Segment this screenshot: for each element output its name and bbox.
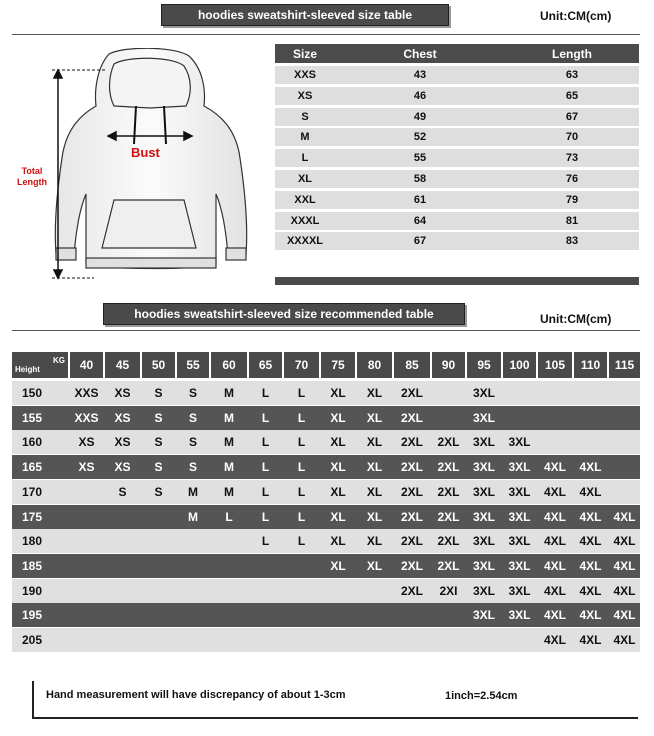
size-recommendation-cell: 4XL	[613, 583, 636, 598]
size-cell: M	[300, 131, 310, 144]
size-row	[275, 170, 639, 190]
size-recommendation-cell: L	[297, 435, 306, 450]
size-recommendation-cell: 3XL	[508, 534, 531, 549]
height-cell: 195	[21, 608, 43, 623]
size-recommendation-cell: XS	[114, 410, 131, 425]
size-recommendation-cell: 3XL	[472, 608, 495, 623]
size-recommendation-cell: 4XL	[543, 583, 566, 598]
weight-header: 60	[211, 352, 247, 378]
size-table-unit: Unit:CM(cm)	[540, 9, 612, 23]
size-recommendation-cell: 4XL	[543, 484, 566, 499]
size-row	[275, 87, 639, 107]
size-recommendation-cell: 3XL	[472, 509, 495, 524]
size-recommendation-cell: 4XL	[579, 608, 602, 623]
size-recommendation-cell: XL	[330, 509, 346, 524]
length-cell: 65	[565, 89, 579, 102]
height-cell: 180	[21, 534, 43, 549]
chest-cell: 46	[413, 89, 427, 102]
weight-header: 115	[609, 352, 640, 378]
size-recommendation-cell: M	[188, 484, 198, 499]
size-recommendation-cell: 3XL	[472, 410, 495, 425]
chest-cell: 67	[413, 235, 427, 248]
weight-header: 75	[321, 352, 355, 378]
size-recommendation-cell: 3XL	[472, 534, 495, 549]
size-recommendation-cell: 2XL	[400, 583, 423, 598]
size-recommendation-cell: L	[297, 460, 306, 475]
recommended-row	[12, 603, 640, 627]
inch-conversion: 1inch=2.54cm	[445, 690, 518, 702]
size-recommendation-cell: S	[188, 410, 197, 425]
total-length-label-line2: Length	[17, 177, 47, 187]
size-recommendation-cell: L	[261, 386, 270, 400]
chest-cell: 52	[413, 131, 427, 144]
size-recommendation-cell: 2XL	[437, 484, 460, 499]
size-recommendation-cell: M	[224, 460, 234, 475]
size-recommendation-cell: 2XL	[400, 509, 423, 524]
size-recommendation-cell: L	[297, 509, 306, 524]
size-recommendation-cell: XL	[366, 509, 383, 524]
total-length-label-line1: Total	[21, 166, 43, 176]
size-recommendation-cell: 2XL	[400, 435, 423, 450]
weight-header: 100	[503, 352, 536, 378]
size-cell: XL	[297, 173, 313, 185]
size-recommendation-cell: 4XL	[579, 633, 602, 647]
recommended-row	[12, 554, 640, 578]
size-recommendation-cell: 4XL	[543, 608, 566, 623]
size-recommendation-cell: S	[154, 410, 163, 425]
weight-header: 80	[357, 352, 392, 378]
size-recommendation-cell: 2XL	[437, 460, 460, 475]
size-recommendation-cell: 3XL	[472, 583, 495, 598]
size-recommendation-cell: XL	[366, 460, 383, 475]
size-row	[275, 232, 639, 250]
size-recommendation-cell: XXS	[74, 386, 99, 400]
recommended-row	[12, 529, 640, 553]
size-recommendation-cell: 4XL	[613, 558, 636, 573]
size-recommendation-cell: 3XL	[472, 460, 495, 475]
recommended-row	[12, 480, 640, 504]
size-recommendation-cell: S	[188, 386, 197, 400]
size-recommendation-cell: 3XL	[472, 386, 495, 400]
length-cell: 63	[565, 69, 579, 81]
size-recommendation-cell: 2XL	[400, 410, 423, 425]
weight-header: 90	[432, 352, 465, 378]
recommended-row	[12, 381, 640, 405]
weight-header: 70	[284, 352, 319, 378]
size-recommendation-cell: L	[261, 460, 270, 475]
height-cell: 155	[21, 410, 43, 425]
size-recommendation-cell: M	[224, 484, 234, 499]
size-recommendation-cell: 2XL	[400, 484, 423, 499]
top-divider	[12, 34, 640, 35]
size-recommendation-cell: XL	[330, 534, 346, 549]
weight-header: 85	[394, 352, 430, 378]
size-header: Size	[292, 46, 317, 61]
size-recommendation-cell: XL	[330, 460, 346, 475]
size-recommendation-cell: XS	[114, 386, 131, 400]
length-cell: 81	[565, 214, 579, 227]
size-recommendation-cell: 4XL	[543, 633, 566, 647]
size-recommendation-cell: L	[297, 534, 306, 549]
size-cell: XXXL	[290, 214, 320, 227]
size-recommendation-cell: XL	[330, 410, 346, 425]
size-recommendation-cell: 4XL	[579, 583, 602, 598]
height-cell: 205	[21, 633, 43, 647]
size-recommendation-cell: 4XL	[579, 460, 602, 475]
size-cell: XXL	[294, 193, 316, 206]
size-recommendation-cell: 3XL	[472, 558, 495, 573]
size-recommendation-cell: 4XL	[579, 484, 602, 499]
size-recommendation-cell: XL	[366, 534, 383, 549]
recommended-row	[12, 505, 640, 529]
size-recommendation-cell: XL	[330, 558, 346, 573]
size-cell: S	[301, 110, 309, 123]
size-recommendation-cell: 4XL	[613, 509, 636, 524]
size-recommendation-cell: XS	[114, 460, 131, 475]
size-row	[275, 212, 639, 232]
size-recommendation-cell: 2XL	[437, 435, 460, 450]
weight-header: 65	[249, 352, 282, 378]
corner-height: Height	[15, 365, 40, 374]
size-recommendation-cell: XL	[366, 435, 383, 450]
size-recommendation-cell: 4XL	[613, 608, 636, 623]
size-recommendation-cell: 4XL	[543, 509, 566, 524]
size-recommendation-cell: 2XL	[400, 534, 423, 549]
weight-header: 40	[70, 352, 103, 378]
length-cell: 79	[565, 193, 579, 206]
weight-header: 95	[467, 352, 501, 378]
size-recommendation-cell: S	[188, 435, 197, 450]
chest-cell: 49	[413, 110, 427, 123]
size-cell: XXXXL	[286, 235, 324, 248]
total-length-label	[12, 166, 52, 188]
size-recommendation-cell: 2XL	[437, 534, 460, 549]
length-header: Length	[552, 46, 592, 61]
weight-header: 45	[105, 352, 140, 378]
length-cell: 73	[565, 152, 579, 165]
size-recommendation-cell: 3XL	[508, 460, 531, 475]
length-cell: 67	[565, 110, 579, 123]
size-recommendation-cell: L	[297, 386, 306, 400]
chest-cell: 43	[413, 69, 427, 81]
height-cell: 170	[21, 484, 43, 499]
height-cell: 150	[21, 386, 43, 400]
weight-header: 110	[574, 352, 607, 378]
size-table-footer-bar	[275, 277, 639, 285]
chest-cell: 64	[413, 214, 427, 227]
weight-header: 105	[538, 352, 572, 378]
size-recommendation-cell: 4XL	[579, 558, 602, 573]
bust-label: Bust	[131, 145, 160, 160]
size-recommendation-cell: XS	[78, 435, 95, 450]
height-cell: 190	[21, 583, 43, 598]
size-cell: XXS	[293, 69, 316, 81]
middle-divider	[12, 330, 640, 331]
length-cell: 83	[565, 235, 579, 248]
size-recommendation-cell: M	[224, 386, 234, 400]
size-recommendation-cell: L	[261, 410, 270, 425]
size-recommendation-cell: 3XL	[508, 435, 531, 450]
size-cell: L	[301, 152, 309, 165]
size-row	[275, 66, 639, 86]
footer-note	[32, 681, 638, 719]
size-recommendation-cell: L	[261, 509, 270, 524]
size-recommendation-cell: 3XL	[508, 484, 531, 499]
size-recommendation-cell: XL	[366, 484, 383, 499]
size-recommendation-cell: XL	[330, 484, 346, 499]
size-cell: XS	[297, 89, 313, 102]
size-recommendation-cell: XL	[366, 410, 383, 425]
recommended-table-banner: hoodies sweatshirt-sleeved size recommended table	[103, 303, 465, 325]
size-recommendation-cell: S	[154, 460, 163, 475]
measurement-note: Hand measurement will have discrepancy of about 1-3cm	[46, 689, 346, 701]
size-row	[275, 108, 639, 128]
size-recommendation-cell: 4XL	[579, 509, 602, 524]
size-recommendation-cell: L	[261, 435, 270, 450]
recommended-row	[12, 430, 640, 454]
size-recommendation-cell: 3XL	[508, 583, 531, 598]
size-recommendation-cell: S	[154, 484, 163, 499]
size-recommendation-cell: S	[154, 386, 163, 400]
chest-header: Chest	[403, 46, 437, 61]
size-recommendation-cell: XL	[330, 386, 346, 400]
size-row	[275, 128, 639, 148]
size-recommendation-cell: XL	[330, 435, 346, 450]
height-cell: 160	[21, 435, 43, 450]
height-cell: 185	[21, 558, 43, 573]
size-recommendation-cell: 3XL	[508, 608, 531, 623]
size-row	[275, 149, 639, 169]
size-recommendation-cell: L	[261, 484, 270, 499]
length-cell: 76	[565, 173, 579, 185]
size-recommendation-cell: 4XL	[543, 460, 566, 475]
size-recommendation-cell: M	[224, 435, 234, 450]
size-row	[275, 191, 639, 211]
size-recommendation-cell: S	[154, 435, 163, 450]
table-corner	[12, 352, 68, 378]
recommended-row	[12, 455, 640, 479]
chest-cell: 58	[413, 173, 427, 185]
size-table-header	[275, 44, 639, 63]
recommended-row	[12, 406, 640, 430]
recommended-row	[12, 579, 640, 603]
recommended-table-unit: Unit:CM(cm)	[540, 312, 612, 326]
size-recommendation-cell: L	[261, 534, 270, 549]
size-recommendation-cell: XXS	[74, 410, 99, 425]
size-recommendation-cell: 3XL	[508, 509, 531, 524]
size-recommendation-cell: L	[297, 484, 306, 499]
size-recommendation-cell: 2XL	[400, 460, 423, 475]
length-cell: 70	[565, 131, 579, 144]
size-recommendation-cell: XS	[78, 460, 95, 475]
size-recommendation-cell: 3XL	[472, 435, 495, 450]
size-recommendation-cell: S	[188, 460, 197, 475]
size-recommendation-cell: 2XL	[400, 558, 423, 573]
size-recommendation-cell: XL	[366, 386, 383, 400]
height-cell: 175	[21, 509, 43, 524]
height-cell: 165	[21, 460, 43, 475]
size-recommendation-cell: 4XL	[543, 534, 566, 549]
size-recommendation-cell: 2XL	[437, 558, 460, 573]
weight-header: 55	[177, 352, 209, 378]
size-table-banner: hoodies sweatshirt-sleeved size table	[161, 4, 449, 26]
size-recommendation-cell: L	[225, 509, 233, 524]
size-recommendation-cell: M	[188, 509, 198, 524]
size-recommendation-cell: 4XL	[613, 534, 636, 549]
chest-cell: 55	[413, 152, 427, 165]
size-recommendation-cell: 4XL	[613, 633, 636, 647]
size-recommendation-cell: XL	[366, 558, 383, 573]
recommended-row	[12, 628, 640, 652]
size-recommendation-cell: 2XI	[439, 583, 458, 598]
size-recommendation-cell: 3XL	[472, 484, 495, 499]
size-recommendation-cell: S	[118, 484, 127, 499]
chest-cell: 61	[413, 193, 427, 206]
size-recommendation-cell: L	[297, 410, 306, 425]
size-recommendation-cell: 3XL	[508, 558, 531, 573]
weight-header: 50	[142, 352, 175, 378]
size-recommendation-cell: XS	[114, 435, 131, 450]
corner-kg: KG	[53, 356, 65, 365]
size-recommendation-cell: 4XL	[579, 534, 602, 549]
size-recommendation-cell: 2XL	[437, 509, 460, 524]
size-recommendation-cell: 2XL	[400, 386, 423, 400]
size-recommendation-cell: 4XL	[543, 558, 566, 573]
size-recommendation-cell: M	[224, 410, 234, 425]
